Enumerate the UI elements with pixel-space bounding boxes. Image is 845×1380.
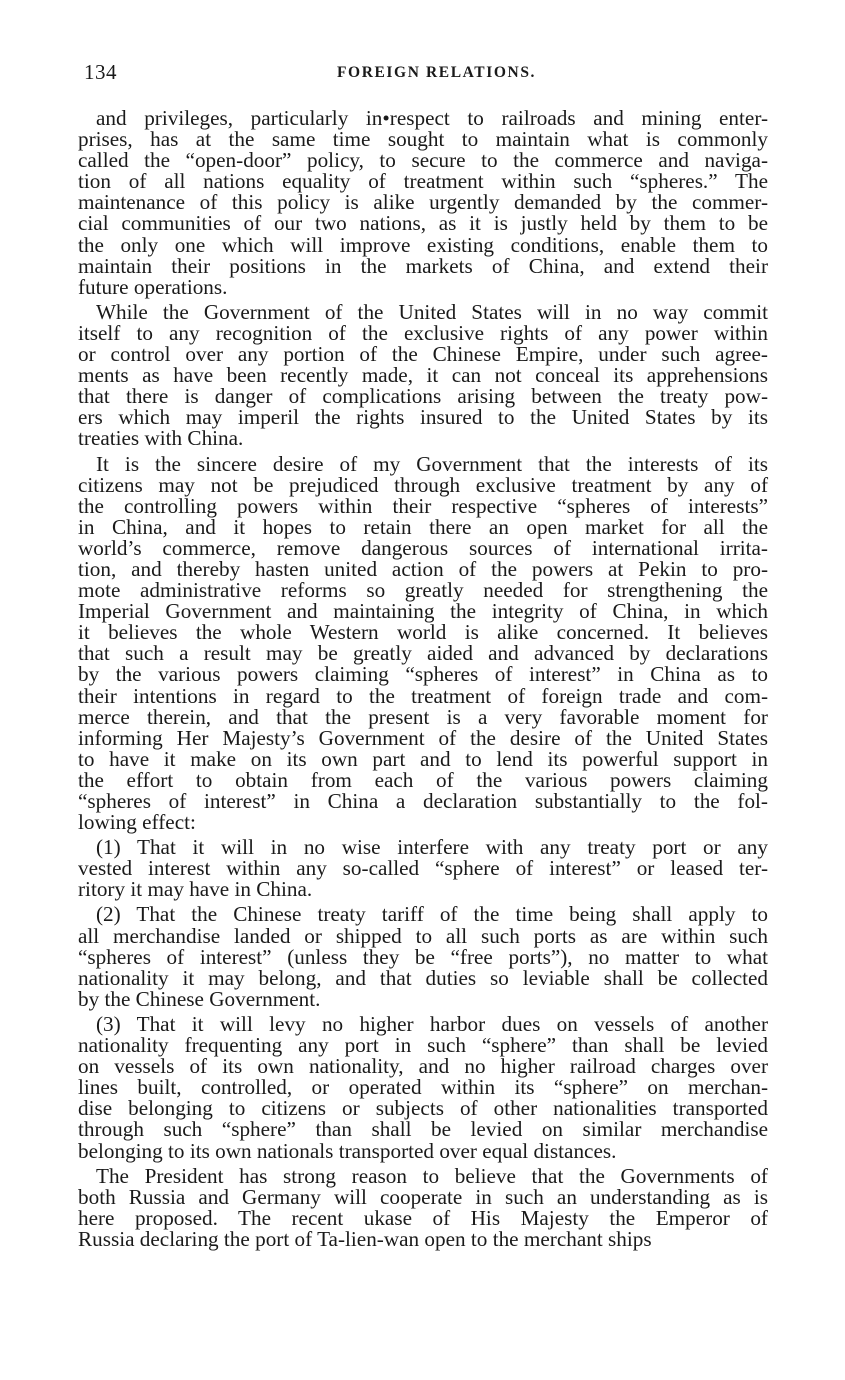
paragraph [78, 299, 768, 451]
text-line: ritory it may have in China. [78, 877, 313, 902]
text-line: The President has strong reason to believe that the Governments of [96, 1163, 768, 1188]
text-line: that there is danger of complications arising between the treaty pow- [78, 384, 768, 409]
paragraph [78, 1011, 768, 1163]
text-line: dise belonging to citizens or subjects of other nationalities transported [78, 1096, 768, 1121]
text-line: on vessels of its own nationality, and no higher railroad charges over [78, 1054, 768, 1079]
paragraph [78, 451, 768, 835]
paragraph [78, 108, 768, 298]
text-line: lowing effect: [78, 810, 196, 835]
text-line: here proposed. The recent ukase of His Majesty the Emperor of [78, 1205, 768, 1230]
text-line: and privileges, particularly in•respect to railroads and mining enter- [96, 106, 768, 130]
text-line: the controlling powers within their respective “spheres of interests” [78, 493, 768, 518]
text-line: Russia declaring the port of Ta-lien-wan open to the merchant ships [78, 1226, 652, 1251]
text-line: nationality it may belong, and that duties so leviable shall be collected [78, 965, 768, 990]
text-line: through such “sphere” than shall be levied on similar merchandise [78, 1117, 768, 1142]
text-line: (3) That it will levy no higher harbor dues on vessels of another [96, 1011, 768, 1036]
text-line: or control over any portion of the Chinese Empire, under such agree- [78, 342, 768, 367]
text-line: maintain their positions in the markets of China, and extend their [78, 253, 768, 278]
text-line: in China, and it hopes to retain there an open market for all the [78, 514, 768, 539]
text-line: by the Chinese Government. [78, 986, 321, 1011]
text-line: ers which may imperil the rights insured to the United States by its [78, 405, 768, 430]
text-line: cial communities of our two nations, as it is justly held by them to be [78, 211, 768, 236]
text-line: the only one which will improve existing conditions, enable them to [78, 232, 768, 257]
text-line: belonging to its own nationals transported over equal distances. [78, 1138, 617, 1163]
text-line: their intentions in regard to the treatment of foreign trade and com- [78, 683, 768, 708]
text-line: treaties with China. [78, 426, 244, 451]
text-line: “spheres of interest” (unless they be “free ports”), no matter to what [78, 944, 768, 969]
text-line: nationality frequenting any port in such “sphere” than shall be levied [78, 1033, 768, 1058]
text-line: informing Her Majesty’s Government of the desire of the United States [78, 725, 768, 750]
text-line: called the “open-door” policy, to secure to the commerce and naviga- [78, 148, 768, 173]
text-line: vested interest within any so-called “sphere of interest” or leased ter- [78, 856, 768, 881]
text-line: Imperial Government and maintaining the integrity of China, in which [78, 599, 768, 624]
text-line: to have it make on its own part and to lend its powerful support in [78, 746, 768, 771]
text-line: (1) That it will in no wise interfere with any treaty port or any [96, 835, 768, 860]
paragraph [78, 1163, 768, 1251]
text-line: While the Government of the United States will in no way commit [96, 299, 768, 324]
text-line: “spheres of interest” in China a declaration substantially to the fol- [78, 789, 768, 813]
text-line: merce therein, and that the present is a very favorable moment for [78, 704, 768, 729]
body-text [78, 108, 768, 1254]
text-line: citizens may not be prejudiced through exclusive treatment by any of [78, 472, 768, 497]
text-line: it believes the whole Western world is alike concerned. It believes [78, 620, 768, 645]
text-line: future operations. [78, 274, 228, 299]
text-line: tion of all nations equality of treatment within such “spheres.” The [78, 169, 768, 194]
text-line: all merchandise landed or shipped to all such ports as are within such [78, 923, 768, 948]
running-head: FOREIGN RELATIONS. [336, 64, 537, 81]
text-line: world’s commerce, remove dangerous sources of international irrita- [78, 535, 768, 560]
text-line: mote administrative reforms so greatly needed for strengthening the [78, 578, 768, 603]
text-line: that such a result may be greatly aided and advanced by declarations [78, 641, 768, 666]
text-line: It is the sincere desire of my Government that the interests of its [96, 451, 768, 476]
text-line: itself to any recognition of the exclusive rights of any power within [78, 320, 768, 345]
page-number: 134 [84, 60, 117, 84]
text-line: (2) That the Chinese treaty tariff of the time being shall apply to [96, 902, 768, 927]
paragraph [78, 837, 768, 900]
text-line: lines built, controlled, or operated within its “sphere” on merchan- [78, 1075, 768, 1100]
text-line: maintenance of this policy is alike urgently demanded by the commer- [78, 190, 768, 215]
text-line: prises, has at the same time sought to maintain what is commonly [78, 127, 768, 152]
text-line: both Russia and Germany will cooperate in such an understanding as is [78, 1184, 768, 1209]
text-line: ments as have been recently made, it can not conceal its apprehensions [78, 363, 768, 388]
text-line: the effort to obtain from each of the various powers claiming [78, 767, 768, 792]
paragraph [78, 904, 768, 1009]
text-line: tion, and thereby hasten united action of the powers at Pekin to pro- [78, 556, 768, 581]
text-line: by the various powers claiming “spheres of interest” in China as to [78, 662, 768, 687]
